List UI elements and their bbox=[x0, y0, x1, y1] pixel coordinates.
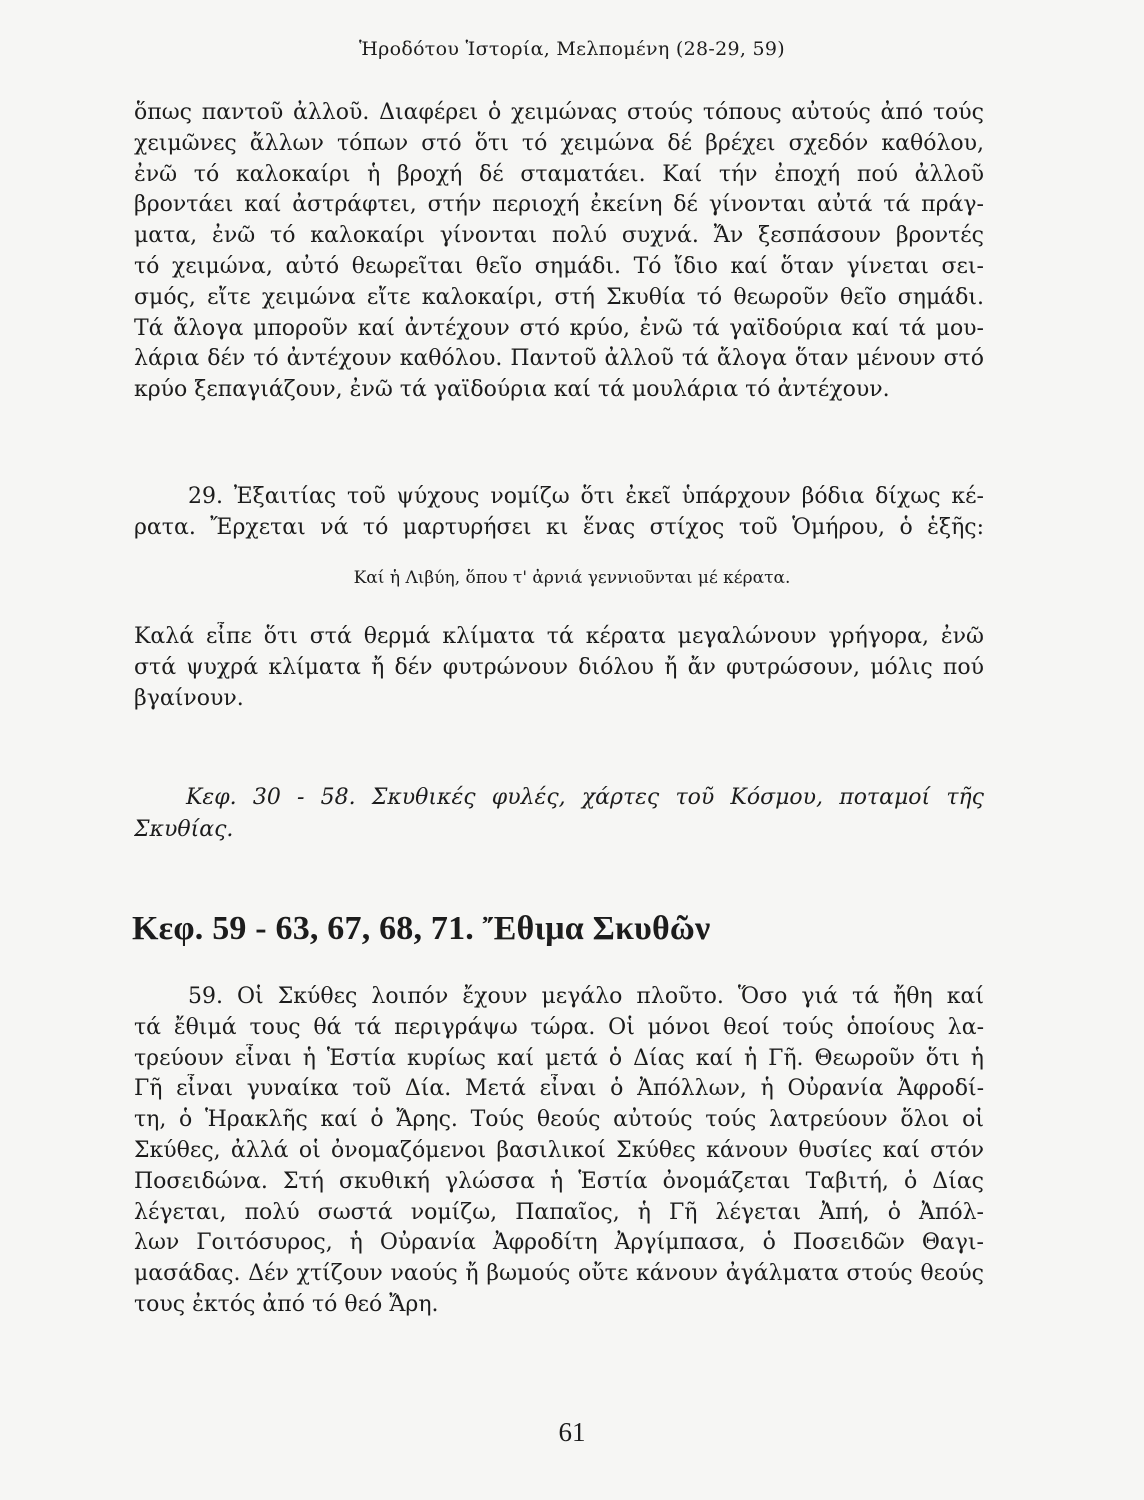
section-heading: Κεφ. 59 - 63, 67, 68, 71. Ἔθιμα Σκυθῶν bbox=[132, 910, 711, 947]
text-line: βροντάει καί ἀστράφτει, στήν περιοχή ἐκείνη δέ γίνονται αὐτά τά πράγ- bbox=[134, 192, 984, 218]
text-line: ἐνῶ τό καλοκαίρι ἡ βροχή δέ σταματάει. Καί τήν ἐποχή πού ἀλλοῦ bbox=[134, 161, 984, 187]
text-line: τη, ὁ Ἡρακλῆς καί ὁ Ἄρης. Τούς θεούς αὐτούς τούς λατρεύουν ὅλοι οἱ bbox=[134, 1107, 984, 1133]
text-line: Ποσειδώνα. Στή σκυθική γλώσσα ἡ Ἑστία ὀνομάζεται Ταβιτή, ὁ Δίας bbox=[134, 1168, 984, 1194]
paragraph-29-continuation bbox=[134, 622, 984, 714]
text-line: τους ἐκτός ἀπό τό θεό Ἄρη. bbox=[134, 1291, 439, 1317]
running-head: Ἡροδότου Ἱστορία, Μελπομένη (28-29, 59) bbox=[358, 38, 786, 60]
text-line: Καλά εἶπε ὅτι στά θερμά κλίματα τά κέρατα μεγαλώνουν γρήγορα, ἐνῶ bbox=[134, 624, 984, 649]
text-line: τρεύουν εἶναι ἡ Ἑστία κυρίως καί μετά ὁ Δίας καί ἡ Γῆ. Θεωροῦν ὅτι ἡ bbox=[134, 1045, 984, 1071]
text-line: λέγεται, πολύ σωστά νομίζω, Παπαῖος, ἡ Γῆ λέγεται Ἀπή, ὁ Ἀπόλ- bbox=[134, 1199, 984, 1225]
homer-quote: Καί ἡ Λιβύη, ὅπου τ' ἀρνιά γεννιοῦνται μέ κέρατα. bbox=[353, 568, 791, 588]
text-line: 29. Ἐξαιτίας τοῦ ψύχους νομίζω ὅτι ἐκεῖ ὑπάρχουν βόδια δίχως κέ- bbox=[188, 484, 984, 509]
text-line: κρύο ξεπαγιάζουν, ἐνῶ τά γαϊδούρια καί τά μουλάρια τό ἀντέχουν. bbox=[134, 377, 890, 403]
text-line: ματα, ἐνῶ τό καλοκαίρι γίνονται πολύ συχνά. Ἄν ξεσπάσουν βροντές bbox=[134, 223, 984, 249]
text-line: λων Γοιτόσυρος, ἡ Οὐρανία Ἀφροδίτη Ἀργίμπασα, ὁ Ποσειδῶν Θαγι- bbox=[134, 1230, 984, 1256]
text-line: λάρια δέν τό ἀντέχουν καθόλου. Παντοῦ ἀλλοῦ τά ἄλογα ὅταν μένουν στό bbox=[134, 346, 984, 372]
text-line: τά ἔθιμά τους θά τά περιγράψω τώρα. Οἱ μόνοι θεοί τούς ὁποίους λα- bbox=[134, 1014, 984, 1040]
paragraph-59 bbox=[134, 982, 984, 1321]
text-line: Κεφ. 30 - 58. Σκυθικές φυλές, χάρτες τοῦ Κόσμου, ποταμοί τῆς bbox=[186, 785, 984, 810]
page-number: 61 bbox=[558, 1417, 586, 1447]
text-line: Γῆ εἶναι γυναίκα τοῦ Δία. Μετά εἶναι ὁ Ἀπόλλων, ἡ Οὐρανία Ἀφροδί- bbox=[134, 1076, 984, 1102]
text-line: ρατα. Ἔρχεται νά τό μαρτυρήσει κι ἕνας στίχος τοῦ Ὁμήρου, ὁ ἑξῆς: bbox=[134, 514, 984, 540]
text-line: βγαίνουν. bbox=[134, 685, 244, 711]
text-line: Σκυθίας. bbox=[134, 817, 234, 842]
text-line: ὅπως παντοῦ ἀλλοῦ. Διαφέρει ὁ χειμώνας στούς τόπους αὐτούς ἀπό τούς bbox=[134, 100, 984, 125]
chapter-reference bbox=[134, 782, 984, 846]
text-line: Τά ἄλογα μποροῦν καί ἀντέχουν στό κρύο, ἐνῶ τά γαϊδούρια καί τά μου- bbox=[134, 315, 984, 341]
text-line: 59. Οἱ Σκύθες λοιπόν ἔχουν μεγάλο πλοῦτο. Ὅσο γιά τά ἤθη καί bbox=[188, 984, 984, 1009]
text-line: Σκύθες, ἀλλά οἱ ὀνομαζόμενοι βασιλικοί Σκύθες κάνουν θυσίες καί στόν bbox=[134, 1137, 984, 1163]
text-line: χειμῶνες ἄλλων τόπων στό ὅτι τό χειμώνα δέ βρέχει σχεδόν καθόλου, bbox=[134, 130, 984, 156]
paragraph-29 bbox=[134, 482, 984, 544]
text-line: στά ψυχρά κλίματα ἤ δέν φυτρώνουν διόλου ἤ ἄν φυτρώσουν, μόλις πού bbox=[134, 654, 984, 680]
text-line: μασάδας. Δέν χτίζουν ναούς ἤ βωμούς οὔτε κάνουν ἀγάλματα στούς θεούς bbox=[134, 1261, 984, 1287]
text-line: σμός, εἴτε χειμώνα εἴτε καλοκαίρι, στή Σκυθία τό θεωροῦν θεῖο σημάδι. bbox=[134, 284, 984, 310]
paragraph-continuation bbox=[134, 98, 984, 406]
text-line: τό χειμώνα, αὐτό θεωρεῖται θεῖο σημάδι. Τό ἴδιο καί ὅταν γίνεται σει- bbox=[134, 253, 984, 279]
